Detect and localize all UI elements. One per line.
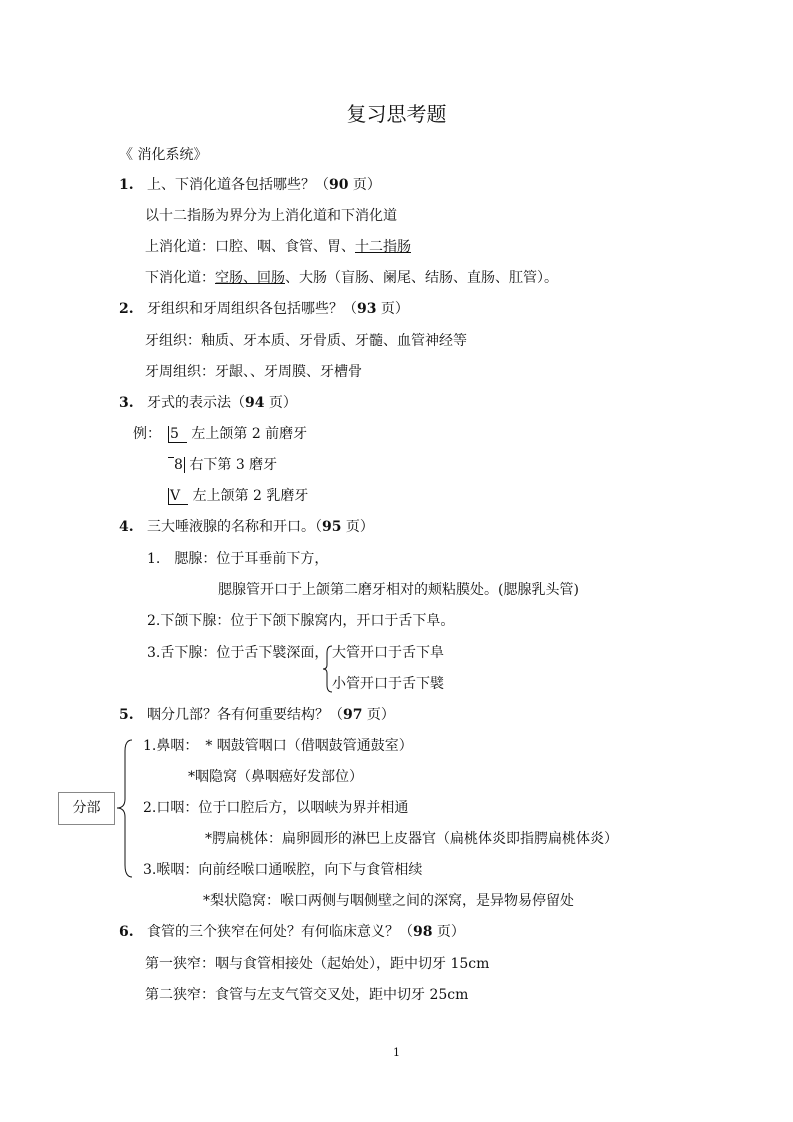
question-2 (119, 300, 409, 318)
q-end: 页） (432, 924, 465, 940)
tooth-formula (168, 456, 277, 474)
q-end: 页） (264, 395, 297, 411)
q-page: 97 (342, 707, 363, 723)
q-end: 页） (362, 707, 395, 723)
question-6 (119, 923, 465, 941)
answer-line: 第一狭窄：咽与食管相接处（起始处），距中切牙 15cm (145, 956, 490, 972)
q-page: 95 (321, 519, 342, 535)
tooth-symbol: 5 (168, 426, 187, 443)
q-num: 5. (119, 707, 134, 723)
answer-line: 第二狭窄：食管与左支气管交叉处，距中切牙 25cm (145, 987, 469, 1003)
category-box: 分部 (58, 792, 115, 825)
answer-line: 腮腺管开口于上颌第二磨牙相对的颊粘膜处。(腮腺乳头管) (218, 582, 579, 598)
q-num: 6. (119, 924, 134, 940)
example-label: 例： (133, 426, 161, 442)
answer-line: *梨状隐窝：喉口两侧与咽侧壁之间的深窝，是异物易停留处 (203, 893, 574, 909)
q-num: 2. (119, 301, 134, 317)
answer-line (145, 269, 558, 287)
tooth-desc: 左上颌第 2 乳磨牙 (188, 488, 309, 504)
tooth-desc: 左上颌第 2 前磨牙 (186, 426, 308, 442)
answer-text: 、大肠（盲肠、阑尾、结肠、直肠、肛管）。 (285, 270, 558, 286)
q-num: 3. (119, 395, 134, 411)
question-5 (119, 706, 395, 724)
answer-text: 下消化道： (145, 270, 215, 286)
answer-line: 3.舌下腺：位于舌下襞深面， (147, 645, 329, 661)
question-4 (119, 518, 374, 536)
answer-line: 大管开口于舌下阜 (332, 645, 444, 661)
q-end: 页） (341, 519, 374, 535)
answer-line: *腭扁桃体：扁卵圆形的淋巴上皮器官（扁桃体炎即指腭扁桃体炎） (205, 831, 618, 847)
answer-line: 小管开口于舌下襞 (332, 676, 444, 692)
answer-line: 牙组织：釉质、牙本质、牙骨质、牙髓、血管神经等 (145, 333, 467, 349)
q-text: 食管的三个狭窄在何处？有何临床意义？（ (146, 924, 413, 940)
tooth-formula (168, 487, 308, 505)
answer-line: 1. 腮腺：位于耳垂前下方， (147, 551, 329, 567)
q-page: 98 (412, 924, 433, 940)
q-text: 牙组织和牙周组织各包括哪些？（ (146, 301, 357, 317)
q-text: 三大唾液腺的名称和开口。（ (146, 519, 322, 535)
q-page: 90 (328, 177, 349, 193)
answer-line: 1.鼻咽： * 咽鼓管咽口（借咽鼓管通鼓室） (143, 738, 413, 754)
q-text: 咽分几部？各有何重要结构？（ (146, 707, 343, 723)
q-end: 页） (348, 177, 381, 193)
answer-line (145, 238, 411, 256)
question-1 (119, 176, 381, 194)
q-num: 1. (119, 177, 134, 193)
underlined-text: 十二指肠 (355, 239, 411, 255)
question-3 (119, 394, 297, 412)
brace-icon (114, 739, 134, 879)
answer-line: 2.口咽：位于口腔后方，以咽峡为界并相通 (143, 800, 409, 816)
q-text: 牙式的表示法（ (146, 395, 245, 411)
q-text: 上、下消化道各包括哪些？（ (146, 177, 329, 193)
page-number: 1 (393, 1046, 400, 1059)
section-heading: 《 消化系统》 (119, 147, 208, 163)
tooth-symbol: V (168, 488, 188, 505)
q-page: 93 (356, 301, 377, 317)
q-num: 4. (119, 519, 134, 535)
answer-text: 上消化道：口腔、咽、食管、胃、 (145, 239, 355, 255)
tooth-desc: 右下第 3 磨牙 (184, 457, 278, 473)
underlined-text: 空肠、回肠 (215, 270, 285, 286)
q-end: 页） (376, 301, 409, 317)
answer-line: 3.喉咽：向前经喉口通喉腔，向下与食管相续 (143, 862, 423, 878)
tooth-symbol: 8 (168, 457, 185, 473)
answer-line: 以十二指肠为界分为上消化道和下消化道 (145, 208, 397, 224)
answer-line: 2.下颌下腺：位于下颌下腺窝内，开口于舌下阜。 (147, 613, 455, 629)
answer-line: *咽隐窝（鼻咽癌好发部位） (188, 769, 363, 785)
page-title: 复习思考题 (346, 102, 447, 126)
tooth-formula (168, 425, 307, 443)
q-page: 94 (244, 395, 265, 411)
answer-line: 牙周组织：牙龈、、牙周膜、牙槽骨 (145, 364, 362, 380)
